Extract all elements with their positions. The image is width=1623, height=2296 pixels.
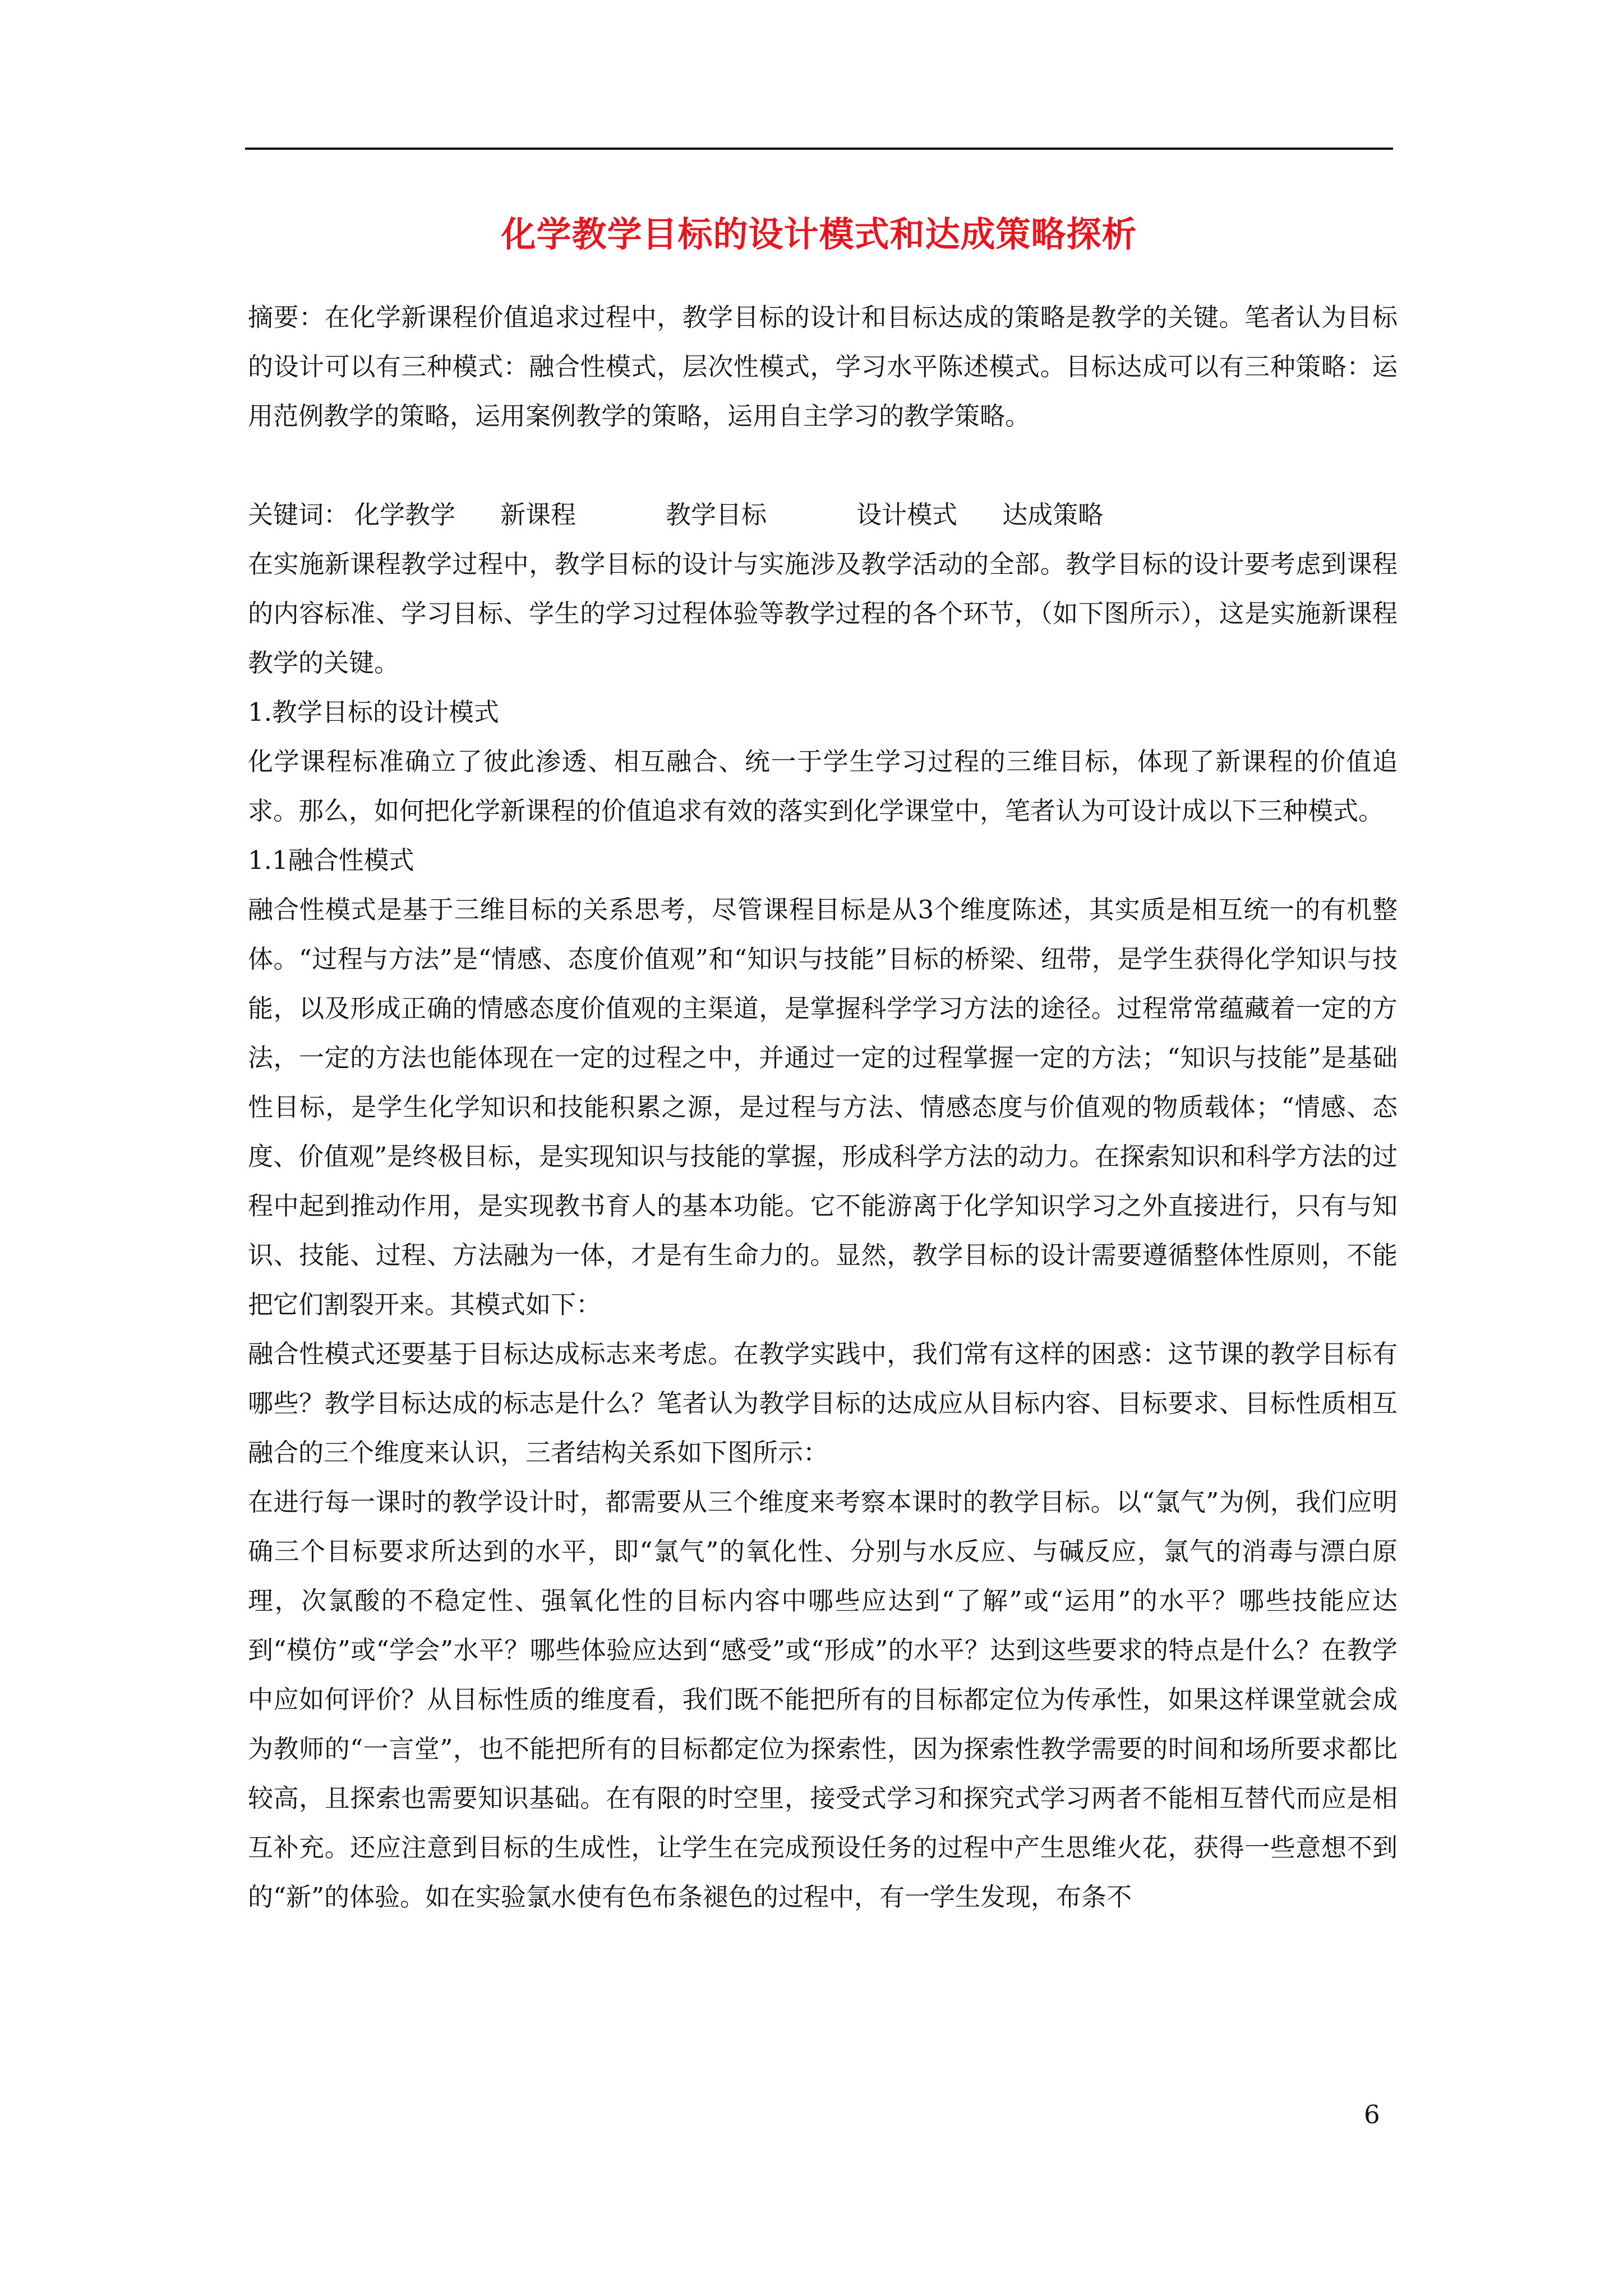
body-paragraph: 在进行每一课时的教学设计时，都需要从三个维度来考察本课时的教学目标。以“氯气”为例，我们应明确三个目标要求所达到的水平，即“氯气”的氧化性、分别与水反应、与碱反应，氯气的消毒与漂白原理，次氯酸的不稳定性、强氧化性的目标内容中哪些应达到“了解”或“运用”的水平？哪些技能应达到“模仿”或“学会”水平？哪些体验应达到“感受”或“形成”的水平？达到这些要求的特点是什么？在教学中应如何评价？从目标性质的维度看，我们既不能把所有的目标都定位为传承性，如果这样课堂就会成为教师的“一言堂”，也不能把所有的目标都定位为探索性，因为探索性教学需要的时间和场所要求都比较高，且探索也需要知识基础。在有限的时空里，接受式学习和探究式学习两者不能相互替代而应是相互补充。还应注意到目标的生成性，让学生在完成预设任务的过程中产生思维火花，获得一些意想不到的“新”的体验。如在实验氯水使有色布条褪色的过程中，有一学生发现，布条不 xyxy=(248,1487,1398,1912)
header-rule xyxy=(245,148,1393,150)
document-body xyxy=(248,293,1398,1922)
keyword-item: 设计模式 xyxy=(856,500,958,530)
subsection-heading: 1.1融合性模式 xyxy=(248,845,414,875)
keyword-item: 达成策略 xyxy=(1002,500,1104,530)
keyword-item: 化学教学 xyxy=(354,500,456,530)
keywords-line xyxy=(248,490,1398,540)
abstract-paragraph: 摘要：在化学新课程价值追求过程中，教学目标的设计和目标达成的策略是教学的关键。笔者认为目标的设计可以有三种模式：融合性模式，层次性模式，学习水平陈述模式。目标达成可以有三种策略：运用范例教学的策略，运用案例教学的策略，运用自主学习的教学策略。 xyxy=(248,302,1398,431)
section-heading: 1.教学目标的设计模式 xyxy=(248,697,499,727)
body-paragraph: 融合性模式是基于三维目标的关系思考，尽管课程目标是从3个维度陈述，其实质是相互统一的有机整体。“过程与方法”是“情感、态度价值观”和“知识与技能”目标的桥梁、纽带，是学生获得化学知识与技能，以及形成正确的情感态度价值观的主渠道，是掌握科学学习方法的途径。过程常常蕴藏着一定的方法，一定的方法也能体现在一定的过程之中，并通过一定的过程掌握一定的方法；“知识与技能”是基础性目标，是学生化学知识和技能积累之源，是过程与方法、情感态度与价值观的物质载体；“情感、态度、价值观”是终极目标，是实现知识与技能的掌握，形成科学方法的动力。在探索知识和科学方法的过程中起到推动作用，是实现教书育人的基本功能。它不能游离于化学知识学习之外直接进行，只有与知识、技能、过程、方法融为一体，才是有生命力的。显然，教学目标的设计需要遵循整体性原则，不能把它们割裂开来。其模式如下： xyxy=(248,895,1398,1319)
page-number: 6 xyxy=(1364,2100,1380,2129)
keyword-item: 教学目标 xyxy=(666,500,767,530)
intro-paragraph: 在实施新课程教学过程中，教学目标的设计与实施涉及教学活动的全部。教学目标的设计要考虑到课程的内容标准、学习目标、学生的学习过程体验等教学过程的各个环节，（如下图所示），这是实施新课程教学的关键。 xyxy=(248,549,1398,678)
body-paragraph: 融合性模式还要基于目标达成标志来考虑。在教学实践中，我们常有这样的困惑：这节课的教学目标有哪些？教学目标达成的标志是什么？笔者认为教学目标的达成应从目标内容、目标要求、目标性质相互融合的三个维度来认识，三者结构关系如下图所示： xyxy=(248,1339,1398,1467)
body-paragraph: 化学课程标准确立了彼此渗透、相互融合、统一于学生学习过程的三维目标，体现了新课程的价值追求。那么，如何把化学新课程的价值追求有效的落实到化学课堂中，笔者认为可设计成以下三种模式。 xyxy=(248,747,1398,826)
keywords-label: 关键词： xyxy=(248,500,349,530)
keyword-item: 新课程 xyxy=(500,500,577,530)
document-title: 化学教学目标的设计模式和达成策略探析 xyxy=(501,214,1137,255)
